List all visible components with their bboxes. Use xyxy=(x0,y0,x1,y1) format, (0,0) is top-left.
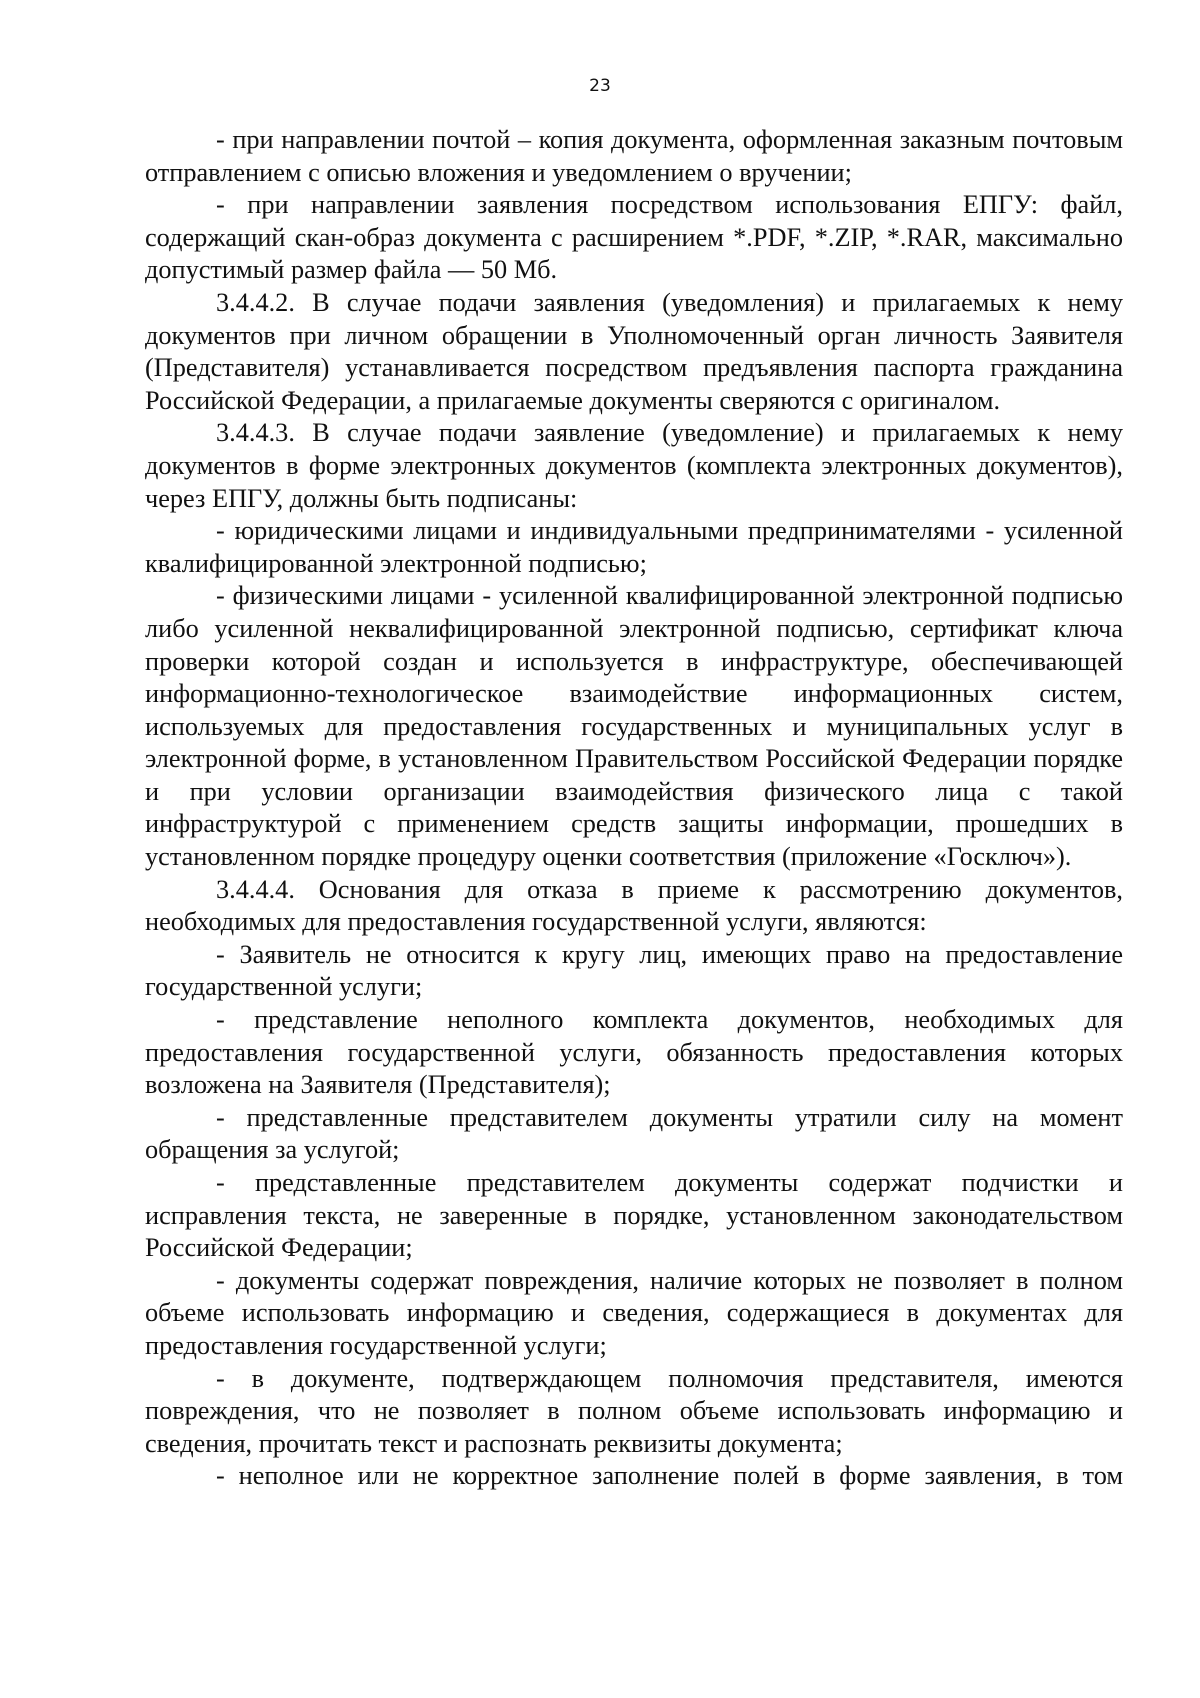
paragraph-refusal-expired: - представленные представителем документы утратили силу на момент обращения за услугой; xyxy=(145,1102,1123,1165)
document-body xyxy=(145,124,1123,1493)
paragraph-refusal-representative: - в документе, подтверждающем полномочия представителя, имеются повреждения, что не позволяет в полном объеме использовать информацию и сведения, прочитать текст и распознать реквизиты документа; xyxy=(145,1363,1123,1458)
paragraph-3-4-4-2: 3.4.4.2. В случае подачи заявления (уведомления) и прилагаемых к нему документов при личном обращении в Уполномоченный орган личность Заявителя (Представителя) устанавливается посредством предъявления паспорта гражданина Российской Федерации, а прилагаемые документы сверяются с оригиналом. xyxy=(145,287,1123,415)
paragraph-individuals: - физическими лицами - усиленной квалифицированной электронной подписью либо усиленной неквалифицированной электронной подписью, сертификат ключа проверки которой создан и используется в инфраструктуре, обеспечивающей информационно-технологическое взаимодействие информационных систем, используемых для предоставления государственных и муниципальных услуг в электронной форме, в установленном Правительством Российской Федерации порядке и при условии организации взаимодействия физического лица с такой инфраструктурой с применением средств защиты информации, прошедших в установленном порядке процедуру оценки соответствия (приложение «Госключ»). xyxy=(145,581,1123,872)
paragraph-3-4-4-4: 3.4.4.4. Основания для отказа в приеме к рассмотрению документов, необходимых для предоставления государственной услуги, являются: xyxy=(145,874,1123,937)
paragraph-mail-copy: - при направлении почтой – копия документа, оформленная заказным почтовым отправлением с описью вложения и уведомлением о вручении; xyxy=(145,125,1123,187)
paragraph-refusal-form: - неполное или не корректное заполнение полей в форме заявления, в том xyxy=(216,1461,1123,1491)
paragraph-legal-entities: - юридическими лицами и индивидуальными предпринимателями - усиленной квалифицированной электронной подписью; xyxy=(145,516,1123,578)
paragraph-epgu-file: - при направлении заявления посредством использования ЕПГУ: файл, содержащий скан-образ документа с расширением *.PDF, *.ZIP, *.RAR, максимально допустимый размер файла — 50 Мб. xyxy=(145,190,1123,285)
paragraph-refusal-incomplete: - представление неполного комплекта документов, необходимых для предоставления государственной услуги, обязанность предоставления которых возложена на Заявителя (Представителя); xyxy=(145,1005,1123,1100)
paragraph-refusal-applicant: - Заявитель не относится к кругу лиц, имеющих право на предоставление государственной услуги; xyxy=(145,939,1123,1002)
paragraph-3-4-4-3: 3.4.4.3. В случае подачи заявление (уведомление) и прилагаемых к нему документов в форме электронных документов (комплекта электронных документов), через ЕПГУ, должны быть подписаны: xyxy=(145,418,1123,513)
page-number: 23 xyxy=(589,76,611,96)
paragraph-refusal-damage: - документы содержат повреждения, наличие которых не позволяет в полном объеме использовать информацию и сведения, содержащиеся в документах для предоставления государственной услуги; xyxy=(145,1265,1123,1360)
paragraph-refusal-corrections: - представленные представителем документы содержат подчистки и исправления текста, не заверенные в порядке, установленном законодательством Российской Федерации; xyxy=(145,1168,1123,1263)
